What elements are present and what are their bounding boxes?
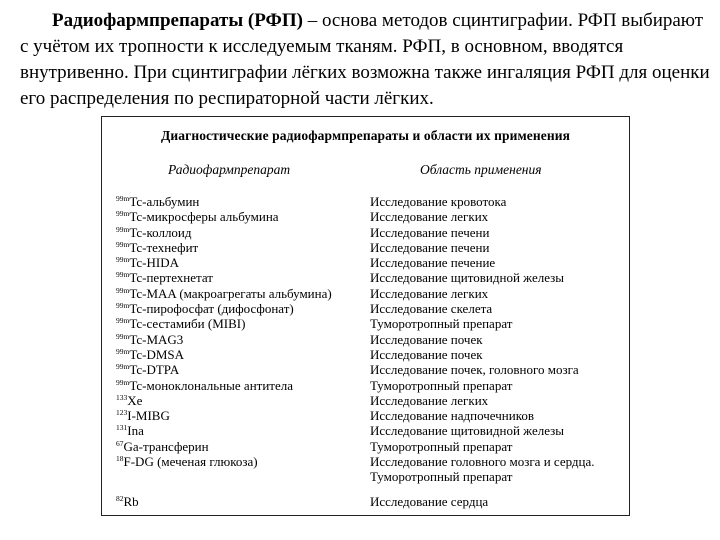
table-row xyxy=(116,209,621,224)
isotope-mass-number: 99m xyxy=(116,255,130,265)
isotope-mass-number: 99m xyxy=(116,331,130,341)
application-cell: Туморотропный препарат xyxy=(370,377,513,393)
drug-cell xyxy=(116,316,370,331)
intro-bold-term: Радиофармпрепараты (РФП) xyxy=(52,10,303,31)
radiopharmaceutical-table xyxy=(101,116,630,516)
drug-cell xyxy=(116,255,370,270)
drug-name: Tc-MAG3 xyxy=(129,331,184,347)
isotope-mass-number: 99m xyxy=(116,316,130,326)
table-row xyxy=(116,439,621,454)
drug-cell xyxy=(116,347,370,362)
application-cell: Исследование скелета xyxy=(370,301,493,317)
application-cell: Туморотропный препарат xyxy=(370,469,513,485)
table-row xyxy=(116,454,621,469)
drug-cell xyxy=(116,454,370,469)
isotope-mass-number: 131 xyxy=(116,423,128,433)
drug-name: Tc-DMSA xyxy=(129,346,185,362)
intro-paragraph xyxy=(20,8,710,112)
drug-cell xyxy=(116,393,370,408)
table-row xyxy=(116,316,621,331)
table-row xyxy=(116,332,621,347)
column-header-use: Область применения xyxy=(420,162,542,177)
drug-name: F-DG (меченая глюкоза) xyxy=(123,454,258,470)
table-row xyxy=(116,255,621,270)
drug-cell xyxy=(116,194,370,209)
table-row xyxy=(116,423,621,438)
application-cell: Туморотропный препарат xyxy=(370,316,513,332)
application-cell: Исследование легких xyxy=(370,209,489,225)
isotope-mass-number: 123 xyxy=(116,408,128,418)
drug-name: Tc-коллоид xyxy=(129,224,192,240)
drug-name: Rb xyxy=(123,493,139,509)
application-cell: Исследование кровотока xyxy=(370,194,507,209)
drug-name: Tc-DTPA xyxy=(129,362,180,378)
application-cell: Исследование головного мозга и сердца. xyxy=(370,454,595,470)
drug-name: Tc-MAA (макроагрегаты альбумина) xyxy=(129,285,332,301)
drug-cell xyxy=(116,270,370,285)
drug-cell xyxy=(116,408,370,423)
application-cell: Исследование почек, головного мозга xyxy=(370,362,579,378)
intro-text: – основа методов сцинтиграфии. РФП выбирают с учётом их тропности к исследуемым тканям. РФП, в основном, вводятся внутривенно. При сцинтиграфии лёгких возможна также ингаляция РФП для оценки его распределения по респираторной части лёгких. xyxy=(20,10,710,109)
drug-cell xyxy=(116,439,370,454)
drug-cell xyxy=(116,332,370,347)
application-cell: Исследование сердца xyxy=(370,493,489,509)
drug-name: Tc-пирофосфат (дифосфонат) xyxy=(129,301,294,317)
column-header-drug: Радиофармпрепарат xyxy=(168,162,291,177)
drug-name: Tc-сестамиби (MIBI) xyxy=(129,316,246,332)
application-cell: Исследование почек xyxy=(370,346,483,362)
drug-name: Ina xyxy=(127,423,144,439)
isotope-mass-number: 99m xyxy=(116,270,130,280)
drug-cell xyxy=(116,362,370,377)
isotope-mass-number: 99m xyxy=(116,301,130,311)
table-row xyxy=(116,270,621,285)
drug-name: Tc-альбумин xyxy=(129,194,200,209)
table-row xyxy=(116,225,621,240)
table-row xyxy=(116,408,621,423)
isotope-mass-number: 99m xyxy=(116,362,130,372)
isotope-mass-number: 82 xyxy=(116,493,124,503)
drug-cell xyxy=(116,301,370,316)
application-cell: Исследование легких xyxy=(370,285,489,301)
application-cell: Исследование почек xyxy=(370,331,483,347)
application-cell: Исследование надпочечников xyxy=(370,408,534,424)
table-row xyxy=(116,362,621,377)
isotope-mass-number: 99m xyxy=(116,209,130,219)
drug-cell xyxy=(116,423,370,438)
application-cell: Исследование печени xyxy=(370,239,490,255)
isotope-mass-number: 99m xyxy=(116,377,130,387)
application-cell: Исследование щитовидной железы xyxy=(370,270,565,286)
table-row xyxy=(116,469,621,484)
drug-name: I-MIBG xyxy=(127,408,170,424)
table-row xyxy=(116,240,621,255)
isotope-mass-number: 99m xyxy=(116,285,130,295)
table-row xyxy=(116,393,621,408)
table-row xyxy=(116,347,621,362)
drug-cell xyxy=(116,494,370,509)
table-row xyxy=(116,378,621,393)
isotope-mass-number: 99m xyxy=(116,194,130,203)
isotope-mass-number: 18 xyxy=(116,454,124,464)
isotope-mass-number: 133 xyxy=(116,392,128,402)
drug-name: Tc-HIDA xyxy=(129,255,179,271)
isotope-mass-number: 99m xyxy=(116,224,130,234)
drug-cell xyxy=(116,225,370,240)
application-cell: Исследование печени xyxy=(370,224,490,240)
drug-cell xyxy=(116,378,370,393)
table-row xyxy=(116,194,621,209)
drug-cell xyxy=(116,240,370,255)
application-cell: Исследование щитовидной железы xyxy=(370,423,565,439)
drug-name: Ga-трансферин xyxy=(123,438,209,454)
isotope-mass-number: 67 xyxy=(116,438,124,448)
application-cell: Исследование легких xyxy=(370,392,489,408)
table-title: Диагностические радиофармпрепараты и области их применения xyxy=(160,128,571,143)
table-row xyxy=(116,286,621,301)
drug-cell xyxy=(116,209,370,224)
isotope-mass-number: 99m xyxy=(116,346,130,356)
drug-name: Tc-технефит xyxy=(129,239,199,255)
application-cell: Туморотропный препарат xyxy=(370,438,513,454)
isotope-mass-number: 99m xyxy=(116,239,130,249)
drug-name: Tc-микросферы альбумина xyxy=(129,209,279,225)
drug-cell xyxy=(116,469,370,484)
table-row xyxy=(116,301,621,316)
drug-cell xyxy=(116,286,370,301)
table-body xyxy=(116,194,621,509)
table-row xyxy=(116,494,621,509)
row-spacer xyxy=(116,485,621,494)
application-cell: Исследование печение xyxy=(370,255,496,271)
drug-name: Xe xyxy=(127,392,143,408)
drug-name: Tc-моноклональные антитела xyxy=(129,377,294,393)
drug-name: Tc-пертехнетат xyxy=(129,270,213,286)
